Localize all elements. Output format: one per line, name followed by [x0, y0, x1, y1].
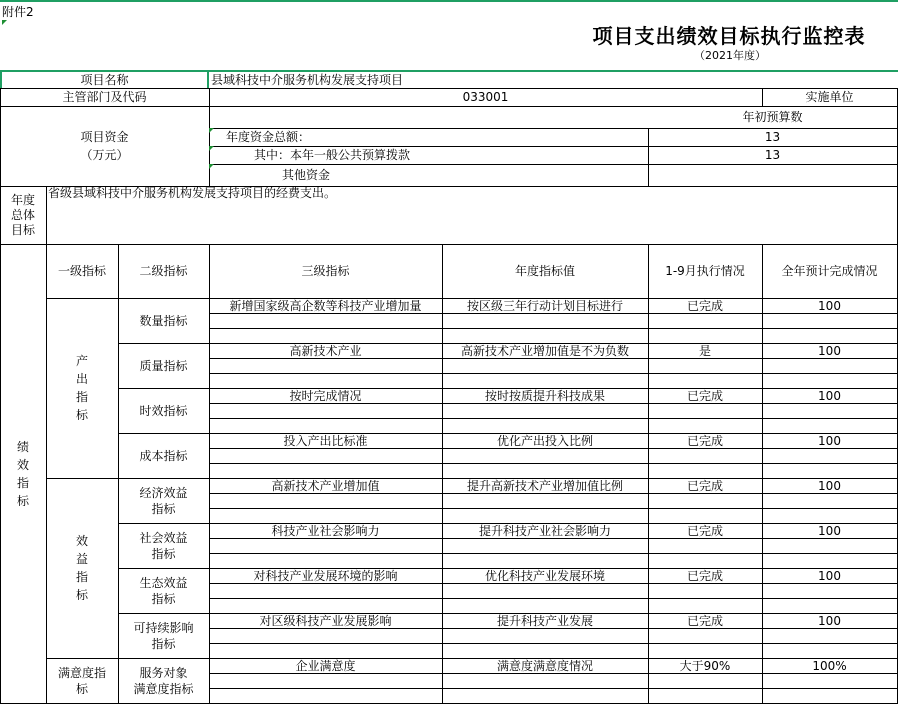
row-level3[interactable]: 对科技产业发展环境的影响	[253, 568, 398, 583]
project-funds-label[interactable]: 项目资金 （万元）	[80, 130, 129, 162]
row-expected[interactable]: 100	[818, 298, 841, 313]
header-exec[interactable]: 1-9月执行情况	[665, 264, 745, 278]
row-exec[interactable]: 已完成	[686, 613, 723, 628]
annual-goal-label[interactable]: 年度 总体 目标	[10, 192, 35, 237]
row-target[interactable]: 高新技术产业增加值是不为负数	[460, 343, 629, 358]
dept-code-value[interactable]: 033001	[462, 90, 509, 104]
row-exec[interactable]: 已完成	[686, 523, 723, 538]
level1-satisfaction[interactable]: 满意度指 标	[57, 665, 106, 696]
row-level3[interactable]: 企业满意度	[295, 658, 356, 673]
header-target[interactable]: 年度指标值	[514, 264, 575, 278]
header-level2[interactable]: 二级指标	[139, 264, 188, 278]
project-name-label[interactable]: 项目名称	[80, 73, 129, 87]
level2-economic[interactable]: 经济效益 指标	[139, 485, 188, 516]
header-expected[interactable]: 全年预计完成情况	[781, 264, 878, 278]
row-exec[interactable]: 是	[698, 343, 711, 358]
row-expected[interactable]: 100	[818, 478, 841, 493]
row-expected[interactable]: 100	[818, 388, 841, 403]
row-exec[interactable]: 已完成	[686, 298, 723, 313]
annual-goal-value[interactable]: 省级县域科技中介服务机构发展支持项目的经费支出。	[48, 186, 337, 200]
level2-social[interactable]: 社会效益 指标	[139, 530, 188, 561]
annual-total-label[interactable]: 年度资金总额：	[226, 130, 311, 144]
dept-code-label[interactable]: 主管部门及代码	[62, 90, 147, 104]
row-target[interactable]: 提升科技产业发展	[496, 613, 593, 628]
level1-output[interactable]: 产 出 指 标	[75, 354, 88, 422]
level1-benefit[interactable]: 效 益 指 标	[75, 534, 88, 602]
level2-quantity[interactable]: 数量指标	[139, 313, 188, 328]
row-level3[interactable]: 对区级科技产业发展影响	[259, 613, 392, 628]
row-level3[interactable]: 新增国家级高企数等科技产业增加量	[229, 298, 422, 313]
row-exec[interactable]: 大于90%	[679, 658, 731, 673]
row-exec[interactable]: 已完成	[686, 388, 723, 403]
general-budget-value[interactable]: 13	[764, 148, 781, 162]
implementing-unit-label[interactable]: 实施单位	[805, 90, 854, 104]
row-target[interactable]: 优化产出投入比例	[496, 433, 593, 448]
general-budget-label[interactable]: 其中：本年一般公共预算拨款	[254, 148, 411, 162]
header-level3[interactable]: 三级指标	[301, 264, 350, 278]
level2-ecological[interactable]: 生态效益 指标	[139, 575, 188, 606]
row-target[interactable]: 按时按质提升科技成果	[484, 388, 605, 403]
row-exec[interactable]: 已完成	[686, 568, 723, 583]
row-expected[interactable]: 100	[818, 523, 841, 538]
sheet-top-border	[0, 0, 898, 2]
row-level3[interactable]: 投入产出比标准	[283, 433, 368, 448]
row-expected[interactable]: 100	[818, 343, 841, 358]
project-name-value[interactable]: 县域科技中介服务机构发展支持项目	[211, 73, 404, 87]
row-exec[interactable]: 已完成	[686, 478, 723, 493]
cell-flag	[209, 146, 214, 151]
level2-quality[interactable]: 质量指标	[139, 358, 188, 373]
level2-sustainable[interactable]: 可持续影响 指标	[133, 620, 194, 651]
row-target[interactable]: 提升高新技术产业增加值比例	[466, 478, 623, 493]
row-level3[interactable]: 高新技术产业	[289, 343, 362, 358]
row-target[interactable]: 优化科技产业发展环境	[484, 568, 605, 583]
performance-label[interactable]: 绩 效 指 标	[16, 439, 29, 508]
row-level3[interactable]: 按时完成情况	[289, 388, 362, 403]
attachment-label[interactable]: 附件2	[2, 5, 34, 19]
row-target[interactable]: 按区级三年行动计划目标进行	[466, 298, 623, 313]
other-funds-label[interactable]: 其他资金	[282, 168, 331, 182]
annual-total-value[interactable]: 13	[764, 130, 781, 144]
row-expected[interactable]: 100	[818, 613, 841, 628]
row-expected[interactable]: 100	[818, 568, 841, 583]
initial-budget-header[interactable]: 年初预算数	[742, 110, 803, 124]
row-target[interactable]: 提升科技产业社会影响力	[478, 523, 611, 538]
cell-flag	[209, 128, 214, 133]
cell-flag	[2, 20, 7, 25]
row-exec[interactable]: 已完成	[686, 433, 723, 448]
level2-service-satisfaction[interactable]: 服务对象 满意度指标	[133, 665, 194, 696]
level2-cost[interactable]: 成本指标	[139, 448, 188, 463]
page-title[interactable]: 项目支出绩效目标执行监控表	[592, 24, 866, 48]
year-label[interactable]: （2021年度）	[694, 49, 766, 62]
header-level1[interactable]: 一级指标	[57, 264, 106, 278]
row-level3[interactable]: 科技产业社会影响力	[271, 523, 380, 538]
cell-flag	[209, 164, 214, 169]
row-expected[interactable]: 100	[818, 433, 841, 448]
row-expected[interactable]: 100%	[812, 658, 847, 673]
other-funds-value[interactable]	[648, 164, 897, 186]
row-level3[interactable]: 高新技术产业增加值	[271, 478, 380, 493]
level2-timeliness[interactable]: 时效指标	[139, 403, 188, 418]
row-target[interactable]: 满意度满意度情况	[496, 658, 593, 673]
